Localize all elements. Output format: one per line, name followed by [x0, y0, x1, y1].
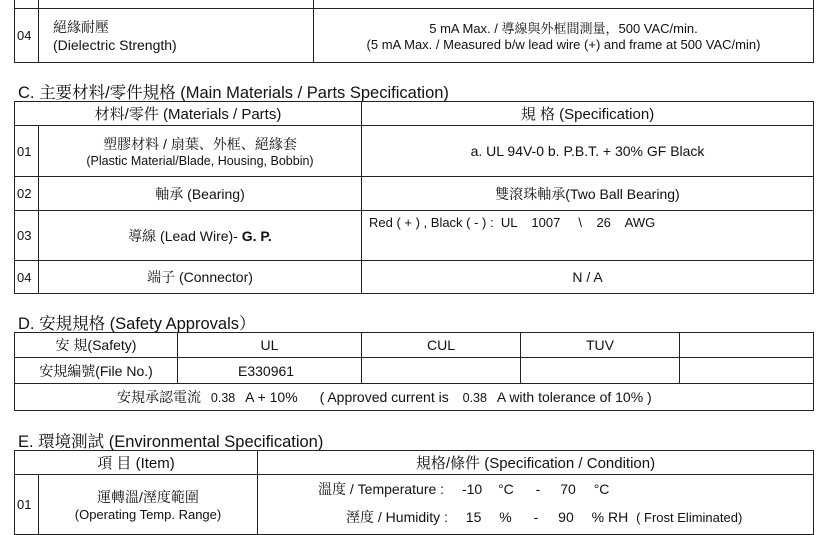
- row-number: 04: [15, 8, 39, 62]
- env-item-en: (Operating Temp. Range): [74, 507, 222, 522]
- part-cell: [39, 126, 362, 177]
- dielectric-spec-cell: [314, 8, 814, 62]
- safety-header-label: 安 規(Safety): [15, 333, 178, 358]
- safety-header-tuv: TUV: [521, 333, 680, 358]
- hum-dash: -: [533, 509, 539, 525]
- section-e-title: E. 環境測試 (Environmental Specification): [18, 433, 324, 451]
- hum-label: 溼度 / Humidity :: [346, 509, 448, 525]
- part-cn: 塑膠材料 / 扇葉、外框、絕緣套: [103, 136, 297, 152]
- temp-dash: -: [535, 481, 541, 497]
- env-item-cell: [39, 475, 258, 535]
- current-value: 0.38: [210, 391, 236, 405]
- humidity-line: [346, 507, 742, 527]
- materials-header-parts: 材料/零件 (Materials / Parts): [15, 102, 362, 126]
- safety-header-ul: UL: [178, 333, 362, 358]
- row-number: 01: [15, 475, 39, 535]
- environment-table: [14, 450, 814, 535]
- spec-line1: 5 mA Max. / 導線與外框間測量，500 VAC/min.: [429, 21, 698, 36]
- part-cell: 軸承 (Bearing): [39, 177, 362, 211]
- env-header-spec: 規格/條件 (Specification / Condition): [258, 451, 814, 475]
- row-number: 04: [15, 261, 39, 294]
- spec-cell: 雙滾珠軸承(Two Ball Bearing): [362, 177, 814, 211]
- spec-line2: (5 mA Max. / Measured b/w lead wire (+) and frame at 500 VAC/min): [366, 37, 761, 52]
- dielectric-item-cell: [39, 8, 314, 62]
- spec-cell: N / A: [362, 261, 814, 294]
- materials-table: [14, 101, 814, 294]
- file-no-extra: [680, 358, 814, 384]
- current-label: 安規承認電流: [117, 389, 201, 405]
- hum-unit-low: %: [499, 509, 512, 525]
- hum-unit-high: % RH: [591, 509, 629, 525]
- approved-text: ( Approved current is: [319, 389, 449, 405]
- row-number: 01: [15, 126, 39, 177]
- safety-header-cul: CUL: [362, 333, 521, 358]
- row-number: 03: [15, 211, 39, 261]
- file-no-cul: [362, 358, 521, 384]
- approved-value: 0.38: [462, 391, 487, 405]
- env-spec-cell: [258, 475, 814, 535]
- part-label: 導線 (Lead Wire)-: [128, 227, 242, 244]
- part-bold: G. P.: [241, 227, 272, 244]
- hum-note: ( Frost Eliminated): [636, 510, 743, 525]
- temp-unit-low: °C: [498, 481, 514, 497]
- spec-cell: Red ( + ) , Black ( - ) : UL 1007 \ 26 AWG: [362, 211, 814, 261]
- section-d-title: D. 安規規格 (Safety Approvals）: [18, 315, 256, 333]
- section-c-title: C. 主要材料/零件規格 (Main Materials / Parts Specification): [18, 84, 449, 102]
- hum-low: 15: [465, 509, 482, 525]
- env-item-cn: 運轉溫/溼度範圍: [97, 489, 199, 505]
- temp-low: -10: [461, 481, 483, 497]
- temperature-line: [318, 479, 609, 499]
- env-header-item: 項 目 (Item): [15, 451, 258, 475]
- materials-header-spec: 規 格 (Specification): [362, 102, 814, 126]
- item-en: (Dielectric Strength): [53, 37, 177, 53]
- safety-table: [14, 332, 814, 411]
- temp-high: 70: [560, 481, 576, 497]
- spec-cell: a. UL 94V-0 b. P.B.T. + 30% GF Black: [362, 126, 814, 177]
- temp-label: 溫度 / Temperature :: [318, 481, 445, 497]
- row-number: 02: [15, 177, 39, 211]
- part-cell: [39, 211, 362, 261]
- file-no-label: 安規編號(File No.): [15, 358, 178, 384]
- file-no-tuv: [521, 358, 680, 384]
- file-no-ul: E330961: [178, 358, 362, 384]
- part-cell: 端子 (Connector): [39, 261, 362, 294]
- hum-high: 90: [558, 509, 574, 525]
- current-tolerance: A + 10%: [245, 389, 298, 405]
- dielectric-table: [14, 0, 814, 63]
- approved-current-cell: [15, 384, 814, 411]
- approved-tail: A with tolerance of 10% ): [496, 389, 652, 405]
- item-cn: 絕緣耐壓: [53, 19, 109, 35]
- safety-header-extra: [680, 333, 814, 358]
- part-en: (Plastic Material/Blade, Housing, Bobbin): [86, 154, 314, 168]
- temp-unit-high: °C: [593, 481, 610, 497]
